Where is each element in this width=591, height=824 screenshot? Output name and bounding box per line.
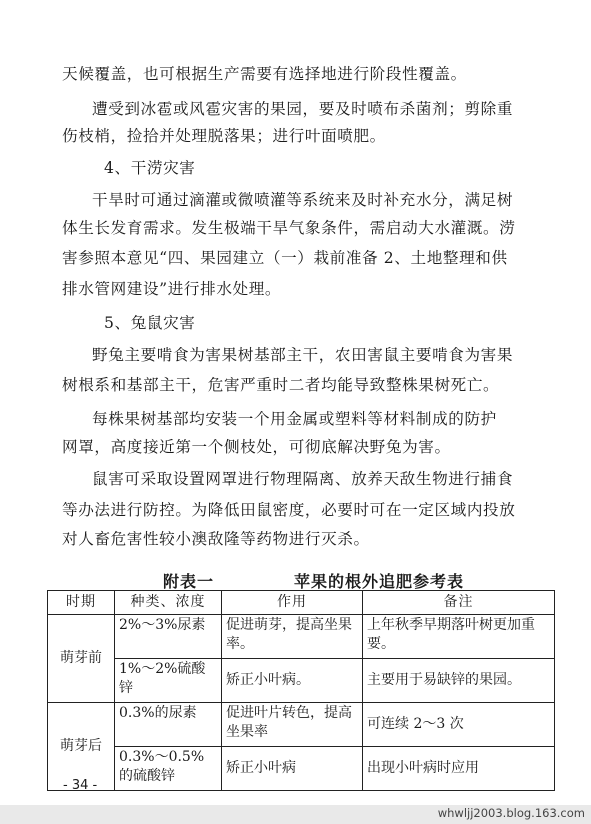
- period-cell: 萌芽后: [48, 703, 115, 791]
- page-number: - 34 -: [63, 778, 98, 793]
- kind-cell: 1%～2%硫酸锌: [115, 659, 222, 703]
- blog-watermark: whwljj2003.blog.163.com: [437, 806, 585, 820]
- period-cell: 萌芽前: [48, 615, 115, 703]
- effect-cell: 矫正小叶病: [222, 747, 363, 791]
- effect-cell: 矫正小叶病。: [222, 659, 363, 703]
- paragraph-line: 对人畜危害性较小澳敌隆等药物进行灭杀。: [62, 530, 370, 548]
- note-cell: 上年秋季早期落叶树更加重要。: [363, 615, 555, 659]
- paragraph-line: 网罩，高度接近第一个侧枝处，可彻底解决野兔为害。: [62, 438, 451, 456]
- table-row: [48, 615, 555, 659]
- note-cell: 出现小叶病时应用: [363, 747, 555, 791]
- paragraph-line: 鼠害可采取设置网罩进行物理隔离、放养天敌生物进行捕食: [92, 470, 514, 488]
- note-cell: 主要用于易缺锌的果园。: [363, 659, 555, 703]
- paragraph-line: 树根系和基部主干，危害严重时二者均能导致整株果树死亡。: [62, 376, 500, 394]
- header-effect: 作用: [222, 591, 363, 615]
- table-row: [48, 659, 555, 703]
- paragraph-line: 野兔主要啃食为害果树基部主干，农田害鼠主要啃食为害果: [92, 346, 514, 364]
- kind-cell: 0.3%～0.5%的硫酸锌: [115, 747, 222, 791]
- paragraph-line: 体生长发育需求。发生极端干旱气象条件，需启动大水灌溉。涝: [62, 219, 516, 237]
- header-note: 备注: [363, 591, 555, 615]
- note-cell: 可连续 2～3 次: [363, 703, 555, 747]
- paragraph-line: 等办法进行防控。为降低田鼠密度，必要时可在一定区域内投放: [62, 501, 516, 519]
- paragraph-line: 遭受到冰雹或风雹灾害的果园，要及时喷布杀菌剂；剪除重: [92, 100, 514, 118]
- header-kind-concentration: 种类、浓度: [115, 591, 222, 615]
- table-row: [48, 747, 555, 791]
- section-heading-drought-flood: 4、干涝灾害: [104, 159, 196, 177]
- effect-cell: 促进萌芽，提高坐果率。: [222, 615, 363, 659]
- paragraph-line: 害参照本意见“四、果园建立（一）栽前准备 2、土地整理和供: [62, 249, 508, 267]
- paragraph-line: 每株果树基部均安装一个用金属或塑料等材料制成的防护: [92, 410, 497, 428]
- fertilizer-reference-table: [47, 590, 555, 791]
- effect-cell: 促进叶片转色，提高坐果率: [222, 703, 363, 747]
- section-heading-rabbit-rodent: 5、兔鼠灾害: [104, 314, 196, 332]
- paragraph-line: 干旱时可通过滴灌或微喷灌等系统来及时补充水分，满足树: [92, 191, 514, 209]
- table-row: [48, 703, 555, 747]
- paragraph-line: 天候覆盖，也可根据生产需要有选择地进行阶段性覆盖。: [62, 65, 467, 83]
- paragraph-line: 伤枝梢，捡拾并处理脱落果；进行叶面喷肥。: [62, 127, 386, 145]
- kind-cell: 0.3%的尿素: [115, 703, 222, 747]
- table-title: 苹果的根外追肥参考表: [294, 572, 465, 591]
- table-header-row: [48, 591, 555, 615]
- paragraph-line: 排水管网建设”进行排水处理。: [62, 280, 282, 298]
- kind-cell: 2%～3%尿素: [115, 615, 222, 659]
- header-period: 时期: [48, 591, 115, 615]
- table-label: 附表一: [163, 572, 215, 591]
